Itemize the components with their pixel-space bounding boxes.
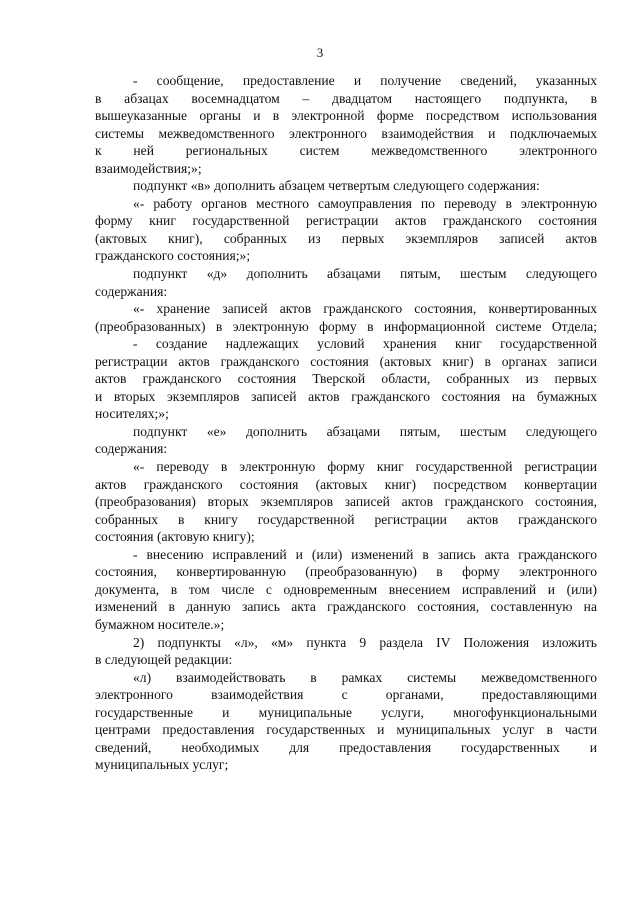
page-number: 3 <box>316 45 324 60</box>
text-line: сведений, необходимых для предоставления государственных и <box>95 739 597 755</box>
text-line: состояния, конвертированную (преобразованную) в форму электронного <box>95 564 597 580</box>
text-line: государственные и муниципальные услуги, многофункциональными <box>95 704 597 720</box>
text-line: содержания: <box>95 283 168 299</box>
text-line: актов гражданского состояния Тверской области, собранных из первых <box>95 371 597 387</box>
text-line: форму книг государственной регистрации актов гражданского состояния <box>95 213 597 229</box>
text-line: (преобразования) вторых экземпляров записей актов гражданского состояния, <box>95 494 597 510</box>
text-line: электронного взаимодействия с органами, предоставляющими <box>95 687 597 703</box>
text-line: системы межведомственного электронного взаимодействия и подключаемых <box>95 125 597 141</box>
text-line: содержания: <box>95 441 168 457</box>
text-line: вышеуказанные органы и в электронной форме посредством использования <box>95 108 597 124</box>
text-line: собранных в книгу государственной регистрации актов гражданского <box>95 511 597 527</box>
text-line: «- переводу в электронную форму книг государственной регистрации <box>133 459 597 475</box>
text-line: центрами предоставления государственных и муниципальных услуг в части <box>95 722 597 738</box>
text-line: и вторых экземпляров записей актов гражданского состояния на бумажных <box>95 388 597 404</box>
text-line: бумажном носителе.»; <box>95 616 225 632</box>
text-line: подпункт «е» дополнить абзацами пятым, шестым следующего <box>133 423 597 439</box>
text-line: - внесению исправлений и (или) изменений в запись акта гражданского <box>133 546 597 562</box>
text-line: «- работу органов местного самоуправления по переводу в электронную <box>133 195 597 211</box>
text-line: регистрации актов гражданского состояния (актовых книг) в органах записи <box>95 353 597 369</box>
document-body <box>95 72 597 774</box>
text-line: (преобразованных) в электронную форму в информационной системе Отдела; <box>95 318 597 334</box>
text-line: «л) взаимодействовать в рамках системы межведомственного <box>133 669 597 685</box>
text-line: актов гражданского состояния (актовых книг) посредством конвертации <box>95 476 597 492</box>
text-line: - сообщение, предоставление и получение сведений, указанных <box>133 73 597 88</box>
text-line: подпункт «в» дополнить абзацем четвертым следующего содержания: <box>133 178 540 194</box>
text-line: к ней региональных систем межведомственного электронного <box>95 143 597 159</box>
text-line: носителях;»; <box>95 406 169 422</box>
text-line: изменений в данную запись акта гражданского состояния, составленную на <box>95 599 597 615</box>
text-line: - создание надлежащих условий хранения книг государственной <box>133 336 597 352</box>
text-line: 2) подпункты «л», «м» пункта 9 раздела IV Положения изложить <box>133 634 597 650</box>
text-line: в абзацах восемнадцатом – двадцатом настоящего подпункта, в <box>95 90 597 106</box>
text-line: состояния (актовую книгу); <box>95 529 255 545</box>
text-line: муниципальных услуг; <box>95 757 229 773</box>
text-line: в следующей редакции: <box>95 652 233 668</box>
text-line: «- хранение записей актов гражданского состояния, конвертированных <box>133 301 597 317</box>
text-line: подпункт «д» дополнить абзацами пятым, шестым следующего <box>133 266 597 282</box>
text-line: взаимодействия;»; <box>95 160 202 176</box>
text-line: (актовых книг), собранных из первых экземпляров записей актов <box>95 230 597 246</box>
text-line: документа, в том числе с одновременным внесением исправлений и (или) <box>95 581 597 597</box>
text-line: гражданского состояния;»; <box>95 248 251 264</box>
